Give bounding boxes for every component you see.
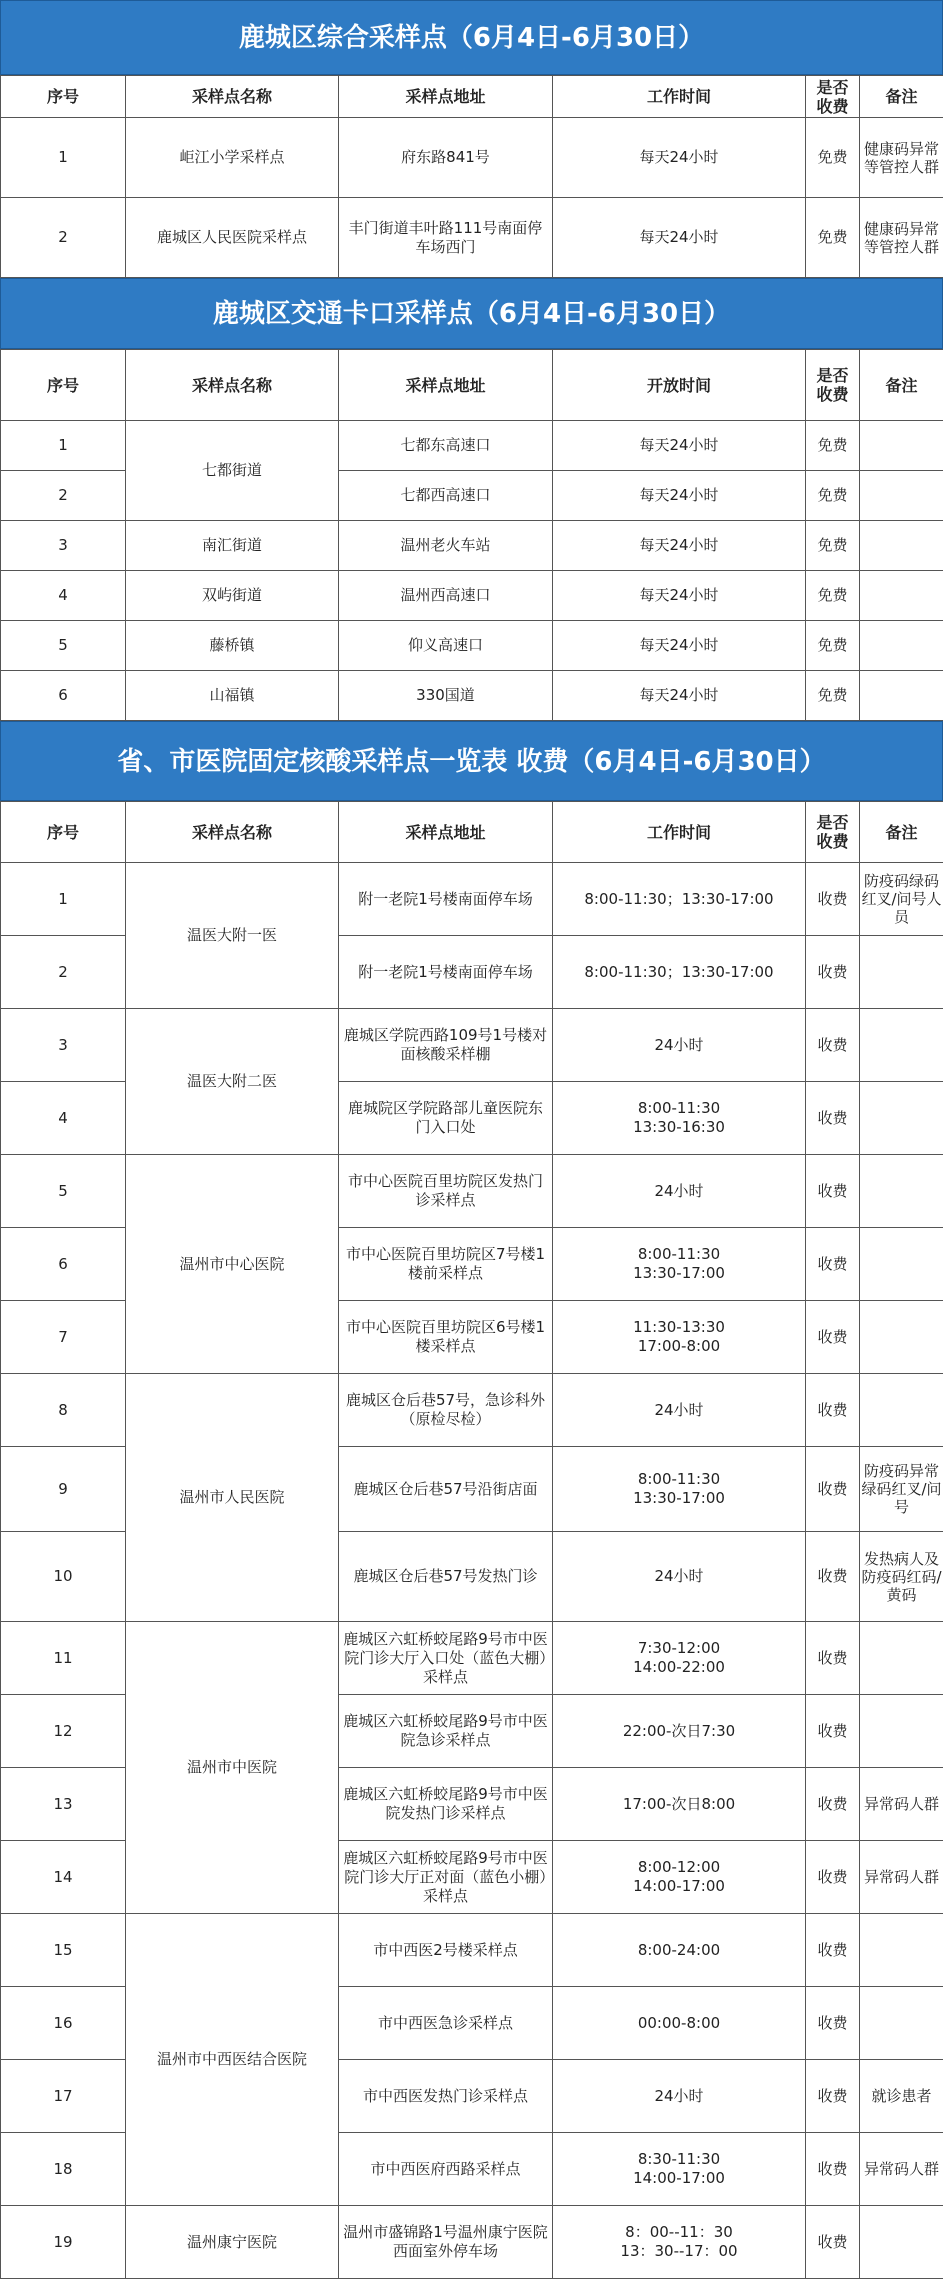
cell-no: 5 <box>1 1155 126 1228</box>
cell-time: 每天24小时 <box>553 521 806 571</box>
cell-note <box>860 521 943 571</box>
table-row <box>1 1155 943 1228</box>
cell-note: 健康码异常等管控人群 <box>860 118 943 198</box>
cell-fee: 免费 <box>806 621 860 671</box>
cell-time: 00:00-8:00 <box>553 1987 806 2060</box>
cell-name: 温医大附二医 <box>126 1009 339 1155</box>
cell-fee: 免费 <box>806 671 860 721</box>
col-header-time: 工作时间 <box>553 76 806 118</box>
cell-time: 8：00--11：30 13：30--17：00 <box>553 2206 806 2279</box>
cell-no: 10 <box>1 1532 126 1622</box>
cell-note <box>860 621 943 671</box>
col-header-note: 备注 <box>860 350 943 421</box>
section1-title: 鹿城区综合采样点（6月4日-6月30日） <box>0 0 943 75</box>
cell-note: 异常码人群 <box>860 1768 943 1841</box>
cell-address: 丰门街道丰叶路111号南面停车场西门 <box>339 198 553 278</box>
cell-time: 每天24小时 <box>553 571 806 621</box>
cell-note <box>860 1987 943 2060</box>
table-row <box>1 1914 943 1987</box>
cell-no: 2 <box>1 198 126 278</box>
cell-no: 6 <box>1 1228 126 1301</box>
cell-no: 4 <box>1 571 126 621</box>
cell-no: 5 <box>1 621 126 671</box>
cell-no: 2 <box>1 471 126 521</box>
cell-fee: 收费 <box>806 1301 860 1374</box>
cell-name: 温医大附一医 <box>126 863 339 1009</box>
cell-no: 3 <box>1 1009 126 1082</box>
cell-address: 鹿城区仓后巷57号，急诊科外（原检尽检） <box>339 1374 553 1447</box>
cell-address: 市中西医急诊采样点 <box>339 1987 553 2060</box>
cell-no: 17 <box>1 2060 126 2133</box>
table-header-row <box>1 802 943 863</box>
table-row <box>1 198 943 278</box>
cell-address: 鹿城区仓后巷57号沿街店面 <box>339 1447 553 1532</box>
cell-note <box>860 1082 943 1155</box>
cell-address: 温州市盛锦路1号温州康宁医院西面室外停车场 <box>339 2206 553 2279</box>
cell-address: 鹿城区六虹桥蛟尾路9号市中医院发热门诊采样点 <box>339 1768 553 1841</box>
cell-time: 8:00-11:30；13:30-17:00 <box>553 936 806 1009</box>
col-header-no: 序号 <box>1 802 126 863</box>
cell-name: 温州市中医院 <box>126 1622 339 1914</box>
cell-no: 18 <box>1 2133 126 2206</box>
col-header-note: 备注 <box>860 802 943 863</box>
cell-time: 每天24小时 <box>553 471 806 521</box>
cell-note <box>860 1228 943 1301</box>
cell-fee: 收费 <box>806 1914 860 1987</box>
cell-time: 8:00-11:30；13:30-17:00 <box>553 863 806 936</box>
cell-time: 24小时 <box>553 1532 806 1622</box>
table-row <box>1 118 943 198</box>
cell-no: 1 <box>1 118 126 198</box>
cell-address: 市中心医院百里坊院区发热门诊采样点 <box>339 1155 553 1228</box>
cell-no: 16 <box>1 1987 126 2060</box>
col-header-name: 采样点名称 <box>126 350 339 421</box>
section3-body <box>1 863 943 2279</box>
cell-fee: 收费 <box>806 1987 860 2060</box>
cell-time: 8:00-11:30 13:30-17:00 <box>553 1228 806 1301</box>
cell-fee: 免费 <box>806 571 860 621</box>
cell-time: 24小时 <box>553 1155 806 1228</box>
cell-time: 24小时 <box>553 2060 806 2133</box>
cell-address: 330国道 <box>339 671 553 721</box>
table-row <box>1 1622 943 1695</box>
cell-fee: 收费 <box>806 1532 860 1622</box>
cell-address: 鹿城院区学院路部儿童医院东门入口处 <box>339 1082 553 1155</box>
cell-fee: 免费 <box>806 421 860 471</box>
cell-no: 1 <box>1 421 126 471</box>
cell-fee: 免费 <box>806 198 860 278</box>
cell-address: 市中心医院百里坊院区7号楼1楼前采样点 <box>339 1228 553 1301</box>
cell-time: 每天24小时 <box>553 421 806 471</box>
col-header-fee: 是否收费 <box>806 802 860 863</box>
cell-fee: 收费 <box>806 2060 860 2133</box>
col-header-name: 采样点名称 <box>126 802 339 863</box>
cell-no: 1 <box>1 863 126 936</box>
cell-name: 藤桥镇 <box>126 621 339 671</box>
cell-time: 17:00-次日8:00 <box>553 1768 806 1841</box>
cell-note <box>860 671 943 721</box>
cell-note: 就诊患者 <box>860 2060 943 2133</box>
cell-address: 鹿城区六虹桥蛟尾路9号市中医院门诊大厅入口处（蓝色大棚）采样点 <box>339 1622 553 1695</box>
col-header-no: 序号 <box>1 350 126 421</box>
cell-fee: 收费 <box>806 1622 860 1695</box>
cell-note <box>860 421 943 471</box>
cell-fee: 免费 <box>806 471 860 521</box>
cell-name: 温州市中西医结合医院 <box>126 1914 339 2206</box>
cell-fee: 收费 <box>806 1155 860 1228</box>
col-header-address: 采样点地址 <box>339 76 553 118</box>
cell-name: 双屿街道 <box>126 571 339 621</box>
cell-name: 山福镇 <box>126 671 339 721</box>
section2-title: 鹿城区交通卡口采样点（6月4日-6月30日） <box>0 278 943 349</box>
cell-no: 4 <box>1 1082 126 1155</box>
cell-note <box>860 1914 943 1987</box>
col-header-time: 工作时间 <box>553 802 806 863</box>
cell-fee: 收费 <box>806 1841 860 1914</box>
cell-name: 七都街道 <box>126 421 339 521</box>
cell-name: 温州市人民医院 <box>126 1374 339 1622</box>
table-row <box>1 863 943 936</box>
cell-name: 鹿城区人民医院采样点 <box>126 198 339 278</box>
cell-fee: 收费 <box>806 1228 860 1301</box>
cell-time: 24小时 <box>553 1009 806 1082</box>
cell-fee: 免费 <box>806 118 860 198</box>
cell-address: 温州西高速口 <box>339 571 553 621</box>
cell-note <box>860 1695 943 1768</box>
cell-address: 七都西高速口 <box>339 471 553 521</box>
cell-note: 发热病人及防疫码红码/黄码 <box>860 1532 943 1622</box>
cell-name: 温州市中心医院 <box>126 1155 339 1374</box>
cell-note: 异常码人群 <box>860 1841 943 1914</box>
cell-address: 温州老火车站 <box>339 521 553 571</box>
cell-time: 8:00-11:30 13:30-17:00 <box>553 1447 806 1532</box>
cell-time: 8:00-24:00 <box>553 1914 806 1987</box>
cell-time: 每天24小时 <box>553 671 806 721</box>
cell-no: 8 <box>1 1374 126 1447</box>
cell-no: 9 <box>1 1447 126 1532</box>
table-row <box>1 1009 943 1082</box>
cell-name: 南汇街道 <box>126 521 339 571</box>
cell-fee: 收费 <box>806 1447 860 1532</box>
cell-address: 附一老院1号楼南面停车场 <box>339 863 553 936</box>
cell-time: 7:30-12:00 14:00-22:00 <box>553 1622 806 1695</box>
table-row <box>1 671 943 721</box>
cell-note <box>860 1155 943 1228</box>
section2-table <box>0 349 943 721</box>
table-row <box>1 421 943 471</box>
cell-address: 鹿城区六虹桥蛟尾路9号市中医院门诊大厅正对面（蓝色小棚）采样点 <box>339 1841 553 1914</box>
cell-time: 11:30-13:30 17:00-8:00 <box>553 1301 806 1374</box>
cell-note <box>860 571 943 621</box>
section1-table <box>0 75 943 278</box>
cell-address: 市中西医2号楼采样点 <box>339 1914 553 1987</box>
table-row <box>1 1374 943 1447</box>
col-header-address: 采样点地址 <box>339 802 553 863</box>
cell-fee: 收费 <box>806 1009 860 1082</box>
cell-note: 健康码异常等管控人群 <box>860 198 943 278</box>
cell-note <box>860 471 943 521</box>
cell-note <box>860 2206 943 2279</box>
cell-note <box>860 1622 943 1695</box>
table-row <box>1 2206 943 2279</box>
cell-time: 每天24小时 <box>553 198 806 278</box>
cell-time: 每天24小时 <box>553 621 806 671</box>
cell-address: 市中西医府西路采样点 <box>339 2133 553 2206</box>
cell-no: 7 <box>1 1301 126 1374</box>
cell-fee: 收费 <box>806 863 860 936</box>
cell-time: 每天24小时 <box>553 118 806 198</box>
col-header-fee: 是否收费 <box>806 350 860 421</box>
table-row <box>1 521 943 571</box>
cell-note: 异常码人群 <box>860 2133 943 2206</box>
cell-time: 8:30-11:30 14:00-17:00 <box>553 2133 806 2206</box>
col-header-no: 序号 <box>1 76 126 118</box>
col-header-name: 采样点名称 <box>126 76 339 118</box>
cell-note: 防疫码绿码红叉/问号人员 <box>860 863 943 936</box>
cell-address: 府东路841号 <box>339 118 553 198</box>
cell-fee: 收费 <box>806 1082 860 1155</box>
table-header-row <box>1 350 943 421</box>
cell-address: 鹿城区六虹桥蛟尾路9号市中医院急诊采样点 <box>339 1695 553 1768</box>
cell-fee: 收费 <box>806 1374 860 1447</box>
cell-no: 3 <box>1 521 126 571</box>
section3-table <box>0 801 943 2279</box>
cell-fee: 收费 <box>806 1768 860 1841</box>
cell-fee: 免费 <box>806 521 860 571</box>
table-row <box>1 571 943 621</box>
table-row <box>1 621 943 671</box>
col-header-fee: 是否收费 <box>806 76 860 118</box>
col-header-address: 采样点地址 <box>339 350 553 421</box>
cell-note <box>860 936 943 1009</box>
cell-no: 14 <box>1 1841 126 1914</box>
table-header-row <box>1 76 943 118</box>
cell-note: 防疫码异常绿码红叉/问号 <box>860 1447 943 1532</box>
cell-address: 鹿城区仓后巷57号发热门诊 <box>339 1532 553 1622</box>
col-header-note: 备注 <box>860 76 943 118</box>
cell-time: 8:00-12:00 14:00-17:00 <box>553 1841 806 1914</box>
col-header-time: 开放时间 <box>553 350 806 421</box>
cell-no: 15 <box>1 1914 126 1987</box>
cell-note <box>860 1009 943 1082</box>
cell-no: 11 <box>1 1622 126 1695</box>
cell-no: 13 <box>1 1768 126 1841</box>
cell-no: 12 <box>1 1695 126 1768</box>
cell-address: 鹿城区学院西路109号1号楼对面核酸采样棚 <box>339 1009 553 1082</box>
cell-address: 市中心医院百里坊院区6号楼1楼采样点 <box>339 1301 553 1374</box>
cell-time: 24小时 <box>553 1374 806 1447</box>
cell-no: 19 <box>1 2206 126 2279</box>
cell-time: 22:00-次日7:30 <box>553 1695 806 1768</box>
cell-note <box>860 1374 943 1447</box>
cell-address: 附一老院1号楼南面停车场 <box>339 936 553 1009</box>
cell-address: 市中西医发热门诊采样点 <box>339 2060 553 2133</box>
cell-fee: 收费 <box>806 936 860 1009</box>
cell-address: 仰义高速口 <box>339 621 553 671</box>
cell-no: 6 <box>1 671 126 721</box>
cell-name: 岠江小学采样点 <box>126 118 339 198</box>
cell-address: 七都东高速口 <box>339 421 553 471</box>
cell-time: 8:00-11:30 13:30-16:30 <box>553 1082 806 1155</box>
cell-note <box>860 1301 943 1374</box>
cell-no: 2 <box>1 936 126 1009</box>
cell-fee: 收费 <box>806 1695 860 1768</box>
cell-fee: 收费 <box>806 2133 860 2206</box>
cell-name: 温州康宁医院 <box>126 2206 339 2279</box>
section3-title: 省、市医院固定核酸采样点一览表 收费（6月4日-6月30日） <box>0 721 943 801</box>
cell-fee: 收费 <box>806 2206 860 2279</box>
